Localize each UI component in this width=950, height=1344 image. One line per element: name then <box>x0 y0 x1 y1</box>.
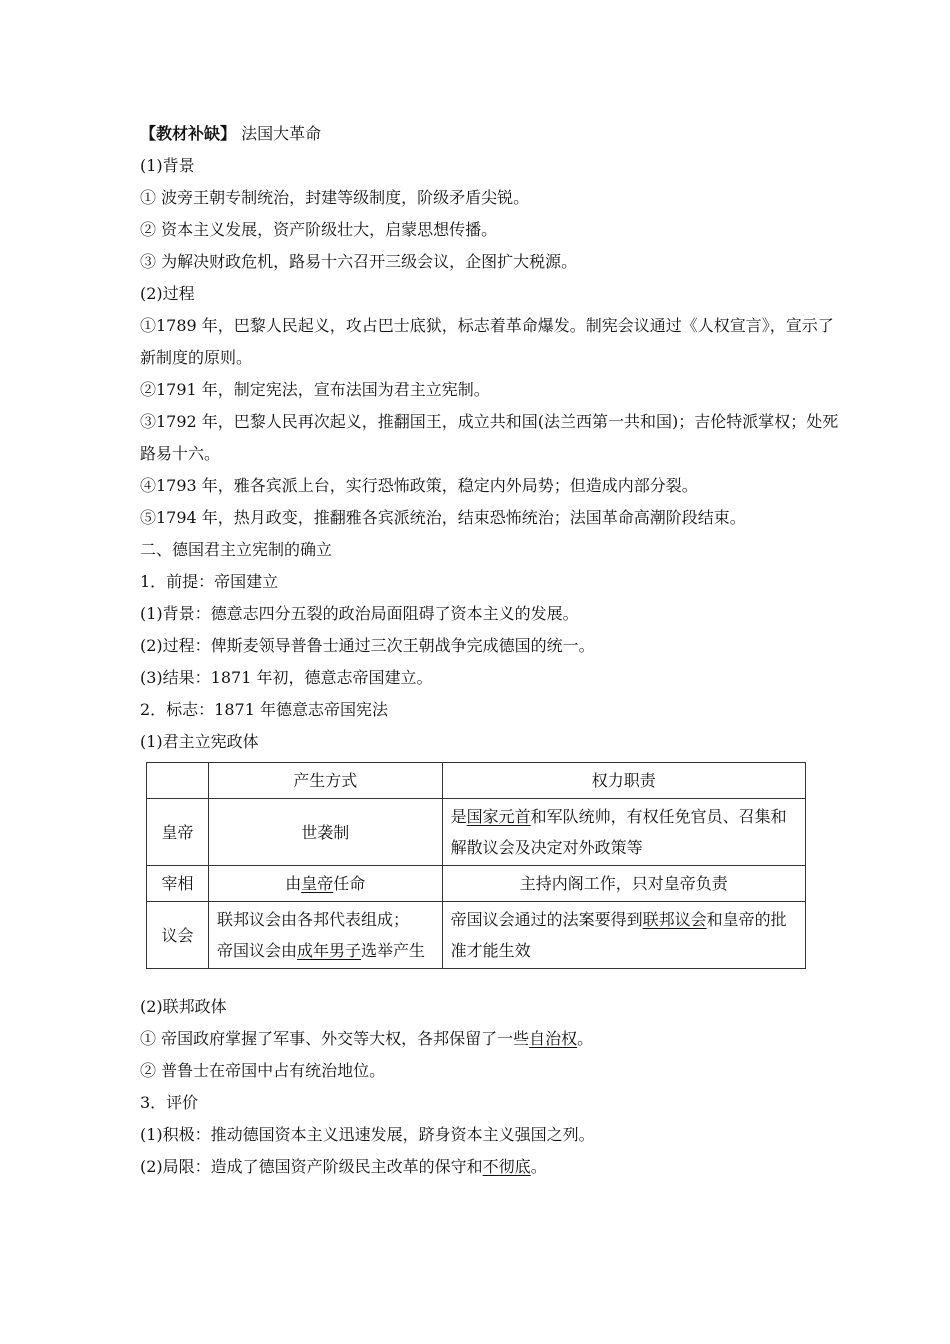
subsection-heading: 1．前提：帝国建立 <box>140 572 279 591</box>
table-cell-duty: 帝国议会通过的法案要得到联邦议会和皇帝的批准才能生效 <box>442 902 805 969</box>
process-item: ⑤1794 年，热月政变，推翻雅各宾派统治，结束恐怖统治；法国革命高潮阶段结束。 <box>140 508 746 527</box>
process-item: ④1793 年，雅各宾派上台，实行恐怖政策，稳定内外局势；但造成内部分裂。 <box>140 476 698 495</box>
underlined-term: 联邦议会 <box>642 910 707 929</box>
constitution-table <box>146 762 806 969</box>
table-cell-method: 由皇帝任命 <box>208 866 442 902</box>
process-item: ②1791 年，制定宪法，宣布法国为君主立宪制。 <box>140 380 490 399</box>
table-cell-name: 宰相 <box>147 866 209 902</box>
subsection-subheading: (1)君主立宪政体 <box>140 732 259 751</box>
table-cell-name: 皇帝 <box>147 799 209 866</box>
table-cell-duty: 是国家元首和军队统帅，有权任免官员、召集和解散议会及决定对外政策等 <box>442 799 805 866</box>
table-cell-duty: 主持内阁工作，只对皇帝负责 <box>442 866 805 902</box>
table-row <box>147 799 806 866</box>
subsection-heading: 2．标志：1871 年德意志帝国宪法 <box>140 700 388 719</box>
table-header-cell: 产生方式 <box>208 763 442 799</box>
underlined-term: 自治权 <box>529 1029 578 1048</box>
process-item: ③1792 年，巴黎人民再次起义，推翻国王，成立共和国(法兰西第一共和国)；吉伦特派掌权；处死路易十六。 <box>140 412 839 463</box>
subsection-item: (2)局限：造成了德国资产阶级民主改革的保守和不彻底。 <box>140 1157 547 1176</box>
table-row <box>147 902 806 969</box>
background-item: ① 波旁王朝专制统治，封建等级制度，阶级矛盾尖锐。 <box>140 188 530 207</box>
subsection-subheading: (2)联邦政体 <box>140 997 227 1016</box>
section-heading: 二、德国君主立宪制的确立 <box>140 540 333 559</box>
subsection-item: (3)结果：1871 年初，德意志帝国建立。 <box>140 668 433 687</box>
background-heading: (1)背景 <box>140 156 195 175</box>
underlined-term: 皇帝 <box>301 874 334 893</box>
subsection-heading: 3．评价 <box>140 1093 199 1112</box>
underlined-term: 国家元首 <box>466 807 531 826</box>
subsection-item: (1)背景：德意志四分五裂的政治局面阻碍了资本主义的发展。 <box>140 604 579 623</box>
background-item: ③ 为解决财政危机，路易十六召开三级会议，企图扩大税源。 <box>140 252 578 271</box>
supplement-tag: 【教材补缺】 <box>140 124 237 143</box>
subsection-item: ① 帝国政府掌握了军事、外交等大权，各邦保留了一些自治权。 <box>140 1029 594 1048</box>
subsection-item: ② 普鲁士在帝国中占有统治地位。 <box>140 1061 386 1080</box>
table-row <box>147 866 806 902</box>
table-cell-name: 议会 <box>147 902 209 969</box>
subsection-item: (1)积极：推动德国资本主义迅速发展，跻身资本主义强国之列。 <box>140 1125 595 1144</box>
process-heading: (2)过程 <box>140 284 195 303</box>
background-item: ② 资本主义发展，资产阶级壮大，启蒙思想传播。 <box>140 220 498 239</box>
document-page <box>140 118 840 1183</box>
subsection-item: (2)过程：俾斯麦领导普鲁士通过三次王朝战争完成德国的统一。 <box>140 636 595 655</box>
table-cell-method: 联邦议会由各邦代表组成； 帝国议会由成年男子选举产生 <box>208 902 442 969</box>
process-item: ①1789 年，巴黎人民起义，攻占巴士底狱，标志着革命爆发。制宪会议通过《人权宣言》，宣示了新制度的原则。 <box>140 316 834 367</box>
underlined-term: 成年男子 <box>296 941 361 960</box>
table-header-cell: 权力职责 <box>442 763 805 799</box>
table-cell-method: 世袭制 <box>208 799 442 866</box>
table-header-cell <box>147 763 209 799</box>
table-header-row <box>147 763 806 799</box>
underlined-term: 不彻底 <box>482 1157 531 1176</box>
supplement-title-text: 法国大革命 <box>241 124 322 143</box>
supplement-title <box>140 118 840 150</box>
